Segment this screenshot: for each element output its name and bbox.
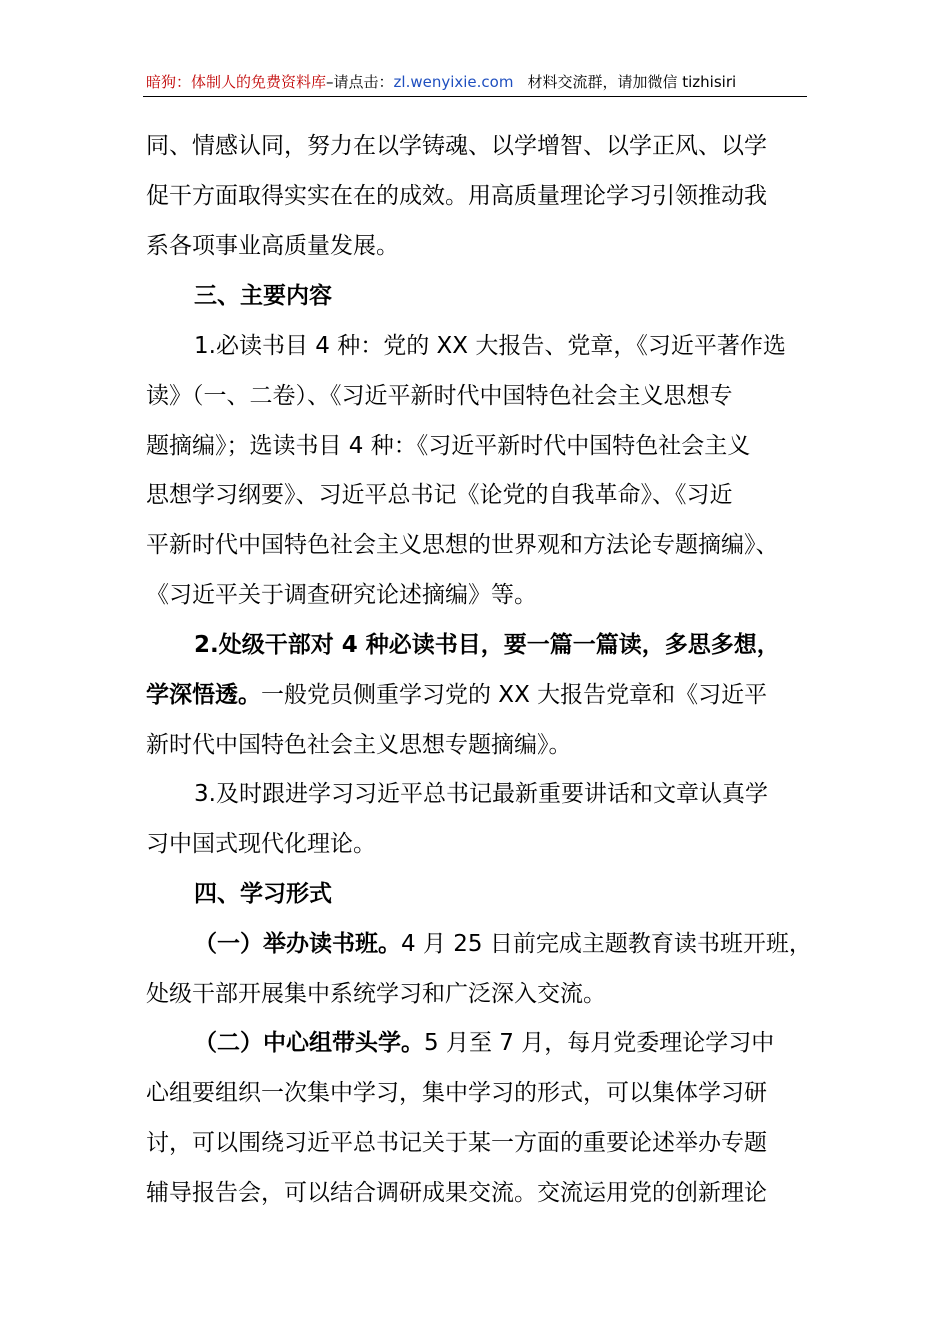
body-line-12-rest: 一般党员侧重学习党的 XX 大报告党章和《习近平 xyxy=(261,682,768,708)
body-line-17-bold: （一）举办读书班。 xyxy=(194,931,401,957)
body-line-18: 处级干部开展集中系统学习和广泛深入交流。 xyxy=(146,981,606,1007)
section-heading-study-forms: 四、学习形式 xyxy=(194,881,332,907)
body-line-5: 1.必读书目 4 种：党的 XX 大报告、党章，《习近平著作选 xyxy=(194,333,786,359)
body-line-21: 讨，可以围绕习近平总书记关于某一方面的重要论述举办专题 xyxy=(146,1130,767,1156)
body-line-19-bold: （二）中心组带头学。 xyxy=(194,1030,424,1056)
body-line-11: 2.处级干部对 4 种必读书目，要一篇一篇读，多思多想， xyxy=(194,632,780,658)
body-line-10: 《习近平关于调查研究论述摘编》等。 xyxy=(146,582,537,608)
header-divider xyxy=(143,96,807,97)
body-line-3: 系各项事业高质量发展。 xyxy=(146,233,399,259)
body-line-19-rest: 5 月至 7 月，每月党委理论学习中 xyxy=(424,1030,775,1056)
body-line-15: 习中国式现代化理论。 xyxy=(146,831,376,857)
body-line-7: 题摘编》；选读书目 4 种：《习近平新时代中国特色社会主义 xyxy=(146,433,751,459)
body-line-6: 读》（一、二卷）、《习近平新时代中国特色社会主义思想专 xyxy=(146,383,733,409)
body-line-20: 心组要组织一次集中学习，集中学习的形式，可以集体学习研 xyxy=(146,1080,767,1106)
body-line-2: 促干方面取得实实在在的成效。用高质量理论学习引领推动我 xyxy=(146,183,767,209)
header-group-note: 材料交流群，请加微信 tizhisiri xyxy=(527,73,737,91)
header-link[interactable]: zl.wenyixie.com xyxy=(393,73,514,91)
body-line-12-bold: 学深悟透。 xyxy=(146,682,261,708)
body-line-14: 3.及时跟进学习习近平总书记最新重要讲话和文章认真学 xyxy=(194,781,768,807)
section-heading-main-content: 三、主要内容 xyxy=(194,283,332,309)
header-click-prompt: –请点击： xyxy=(326,73,394,91)
page-header xyxy=(146,70,806,94)
body-line-17 xyxy=(194,928,812,960)
body-line-9: 平新时代中国特色社会主义思想的世界观和方法论专题摘编》、 xyxy=(146,532,779,558)
body-line-1: 同、情感认同，努力在以学铸魂、以学增智、以学正风、以学 xyxy=(146,133,767,159)
body-line-22: 辅导报告会，可以结合调研成果交流。交流运用党的创新理论 xyxy=(146,1180,767,1206)
body-line-17-rest: 4 月 25 日前完成主题教育读书班开班， xyxy=(401,931,812,957)
body-line-13: 新时代中国特色社会主义思想专题摘编》。 xyxy=(146,732,572,758)
body-line-8: 思想学习纲要》、习近平总书记《论党的自我革命》、《习近 xyxy=(146,482,733,508)
header-brand: 暗狗：体制人的免费资料库 xyxy=(146,73,327,91)
body-line-12 xyxy=(146,679,767,711)
body-line-19 xyxy=(194,1027,774,1059)
